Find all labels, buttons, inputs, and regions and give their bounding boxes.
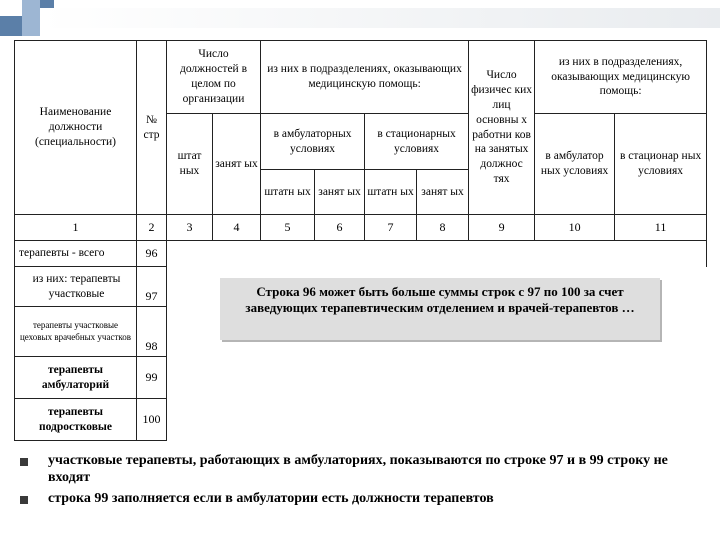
header-row-number: № стр xyxy=(137,41,167,215)
header-inpatient-occupied: занят ых xyxy=(417,170,469,215)
header-outpatient-persons: в амбулатор ных условиях xyxy=(535,114,615,215)
bullet-item xyxy=(20,491,710,508)
header-persons: Число физичес ких лиц основны х работни ков на занятых должнос тях xyxy=(469,41,535,215)
header-outpatient-staff: штатн ых xyxy=(261,170,315,215)
row-name: из них: терапевты участковые xyxy=(15,267,137,307)
col-number: 3 xyxy=(167,215,213,241)
bullet-text: строка 99 заполняется если в амбулатории есть должности терапевтов xyxy=(48,490,494,506)
header-subdivision-posts: из них в подразделениях, оказывающих медицинскую помощь: xyxy=(261,41,469,114)
col-number: 11 xyxy=(615,215,707,241)
table-row xyxy=(15,357,707,399)
row-number: 98 xyxy=(137,307,167,357)
staffing-table xyxy=(14,40,707,441)
header-posts-total: Число должностей в целом по организации xyxy=(167,41,261,114)
col-number: 9 xyxy=(469,215,535,241)
column-numbers-row xyxy=(15,215,707,241)
callout-text: Строка 96 может быть больше суммы строк с 97 по 100 за счет заведующих терапевтическим отделением и врачей-терапевтов … xyxy=(245,284,635,316)
table-row xyxy=(15,241,707,267)
bullet-square-icon xyxy=(20,491,48,508)
title-bar-decoration xyxy=(40,8,720,28)
bullet-square-icon xyxy=(20,453,48,487)
header-occupied-posts: занят ых xyxy=(213,114,261,215)
col-number: 8 xyxy=(417,215,469,241)
row-number: 99 xyxy=(137,357,167,399)
col-number: 6 xyxy=(315,215,365,241)
header-outpatient-occupied: занят ых xyxy=(315,170,365,215)
row-name: терапевты подростковые xyxy=(15,399,137,441)
header-subdivision-persons: из них в подразделениях, оказывающих медицинскую помощь: xyxy=(535,41,707,114)
row-number: 97 xyxy=(137,267,167,307)
header-inpatient-staff: штатн ых xyxy=(365,170,417,215)
row-name: терапевты амбулаторий xyxy=(15,357,137,399)
header-inpatient: в стационарных условиях xyxy=(365,114,469,170)
col-number: 2 xyxy=(137,215,167,241)
bullet-text: участковые терапевты, работающих в амбулаториях, показываются по строке 97 и в 99 строку не входят xyxy=(48,453,668,485)
col-number: 7 xyxy=(365,215,417,241)
col-number: 4 xyxy=(213,215,261,241)
table-row xyxy=(15,399,707,441)
col-number: 5 xyxy=(261,215,315,241)
header-outpatient: в амбулаторных условиях xyxy=(261,114,365,170)
header-staff-posts: штат ных xyxy=(167,114,213,215)
bullet-list xyxy=(20,453,710,511)
row-number: 96 xyxy=(137,241,167,267)
header-position-name: Наименование должности (специальности) xyxy=(15,41,137,215)
callout-note xyxy=(220,278,660,340)
row-name: терапевты участковые цеховых врачебных участков xyxy=(15,307,137,357)
col-number: 1 xyxy=(15,215,137,241)
row-number: 100 xyxy=(137,399,167,441)
header-inpatient-persons: в стационар ных условиях xyxy=(615,114,707,215)
row-name: терапевты - всего xyxy=(15,241,137,267)
bullet-item xyxy=(20,453,710,487)
col-number: 10 xyxy=(535,215,615,241)
